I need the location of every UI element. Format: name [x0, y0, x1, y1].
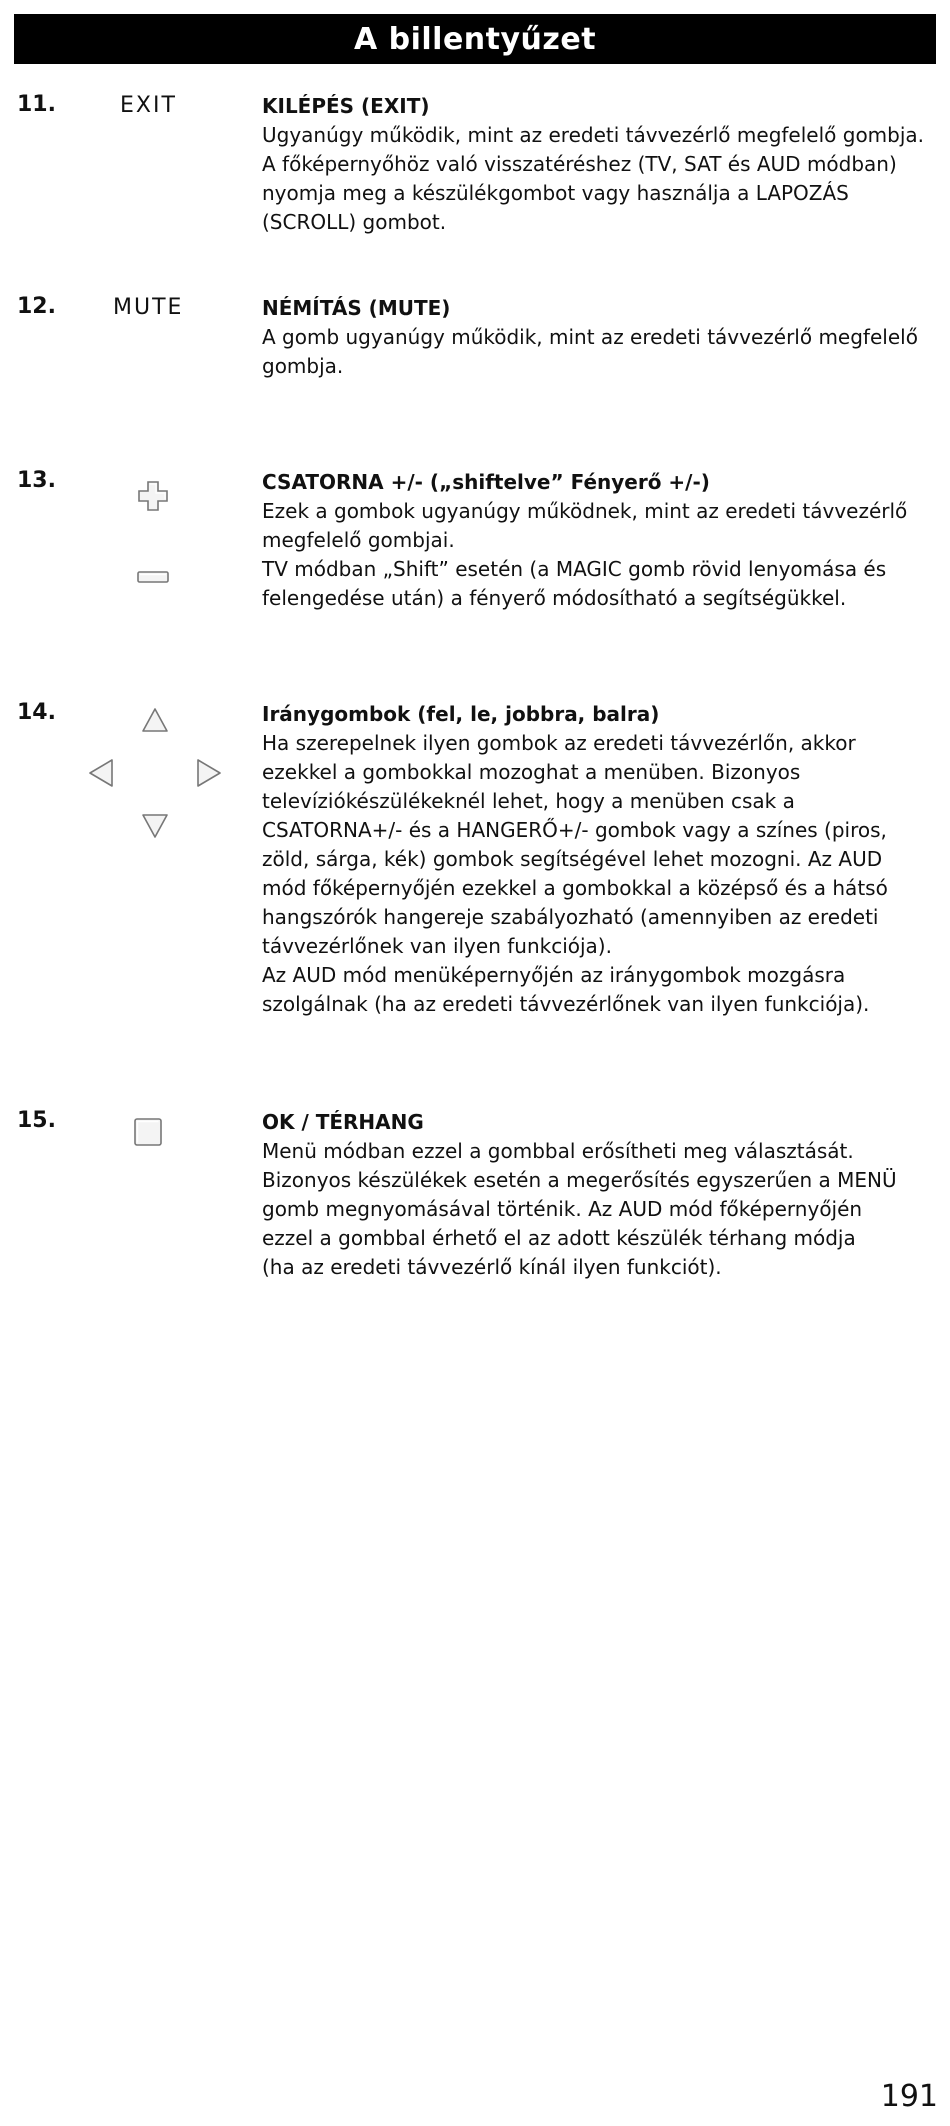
- text-line: hangszórók hangereje szabályozható (amennyiben az eredeti: [262, 905, 879, 929]
- title-bar: [14, 14, 936, 64]
- text-line: (SCROLL) gombot.: [262, 210, 447, 234]
- section-heading: KILÉPÉS (EXIT): [262, 94, 430, 118]
- section-number: 13.: [17, 468, 56, 493]
- section-number: 11.: [17, 92, 56, 117]
- text-line: zöld, sárga, kék) gombok segítségével lehet mozogni. Az AUD: [262, 847, 883, 871]
- text-line: TV módban „Shift” esetén (a MAGIC gomb rövid lenyomása és: [262, 557, 887, 581]
- section-heading: OK / TÉRHANG: [262, 1110, 424, 1134]
- text-line: gomb megnyomásával történik. Az AUD mód főképernyőjén: [262, 1197, 863, 1221]
- section-content: [262, 294, 942, 381]
- arrow-right-icon: [196, 758, 222, 788]
- text-line: (ha az eredeti távvezérlő kínál ilyen funkciót).: [262, 1255, 722, 1279]
- section-number: 12.: [17, 294, 56, 319]
- page-title: A billentyűzet: [353, 21, 597, 57]
- section-content: [262, 1108, 942, 1282]
- text-line: Menü módban ezzel a gombbal erősítheti meg választását.: [262, 1139, 854, 1163]
- text-line: A gomb ugyanúgy működik, mint az eredeti távvezérlő megfelelő: [262, 325, 918, 349]
- ok-button-icon: [133, 1117, 163, 1147]
- section-heading: CSATORNA +/- („shiftelve” Fényerő +/-): [262, 470, 710, 494]
- section-number: 14.: [17, 700, 56, 725]
- text-line: CSATORNA+/- és a HANGERŐ+/- gombok vagy a színes (piros,: [262, 818, 887, 842]
- text-line: szolgálnak (ha az eredeti távvezérlőnek van ilyen funkciója).: [262, 992, 870, 1016]
- mute-key-label: MUTE: [113, 295, 184, 320]
- arrow-left-icon: [88, 758, 114, 788]
- text-line: A főképernyőhöz való visszatéréshez (TV, SAT és AUD módban): [262, 152, 897, 176]
- text-line: felengedése után) a fényerő módosítható a segítségükkel.: [262, 586, 847, 610]
- text-line: Ezek a gombok ugyanúgy működnek, mint az eredeti távvezérlő: [262, 499, 908, 523]
- text-line: Ha szerepelnek ilyen gombok az eredeti távvezérlőn, akkor: [262, 731, 856, 755]
- page-number: 191: [880, 2079, 938, 2114]
- section-content: [262, 468, 942, 613]
- arrow-up-icon: [141, 707, 169, 733]
- section-heading: Iránygombok (fel, le, jobbra, balra): [262, 702, 660, 726]
- text-line: gombja.: [262, 354, 344, 378]
- text-line: ezzel a gombbal érhető el az adott készülék térhang módja: [262, 1226, 856, 1250]
- plus-button-icon: [136, 478, 172, 514]
- text-line: távvezérlőnek van ilyen funkciója).: [262, 934, 612, 958]
- text-line: ezekkel a gombokkal mozoghat a menüben. Bizonyos: [262, 760, 801, 784]
- section-number: 15.: [17, 1108, 56, 1133]
- exit-key-label: EXIT: [120, 93, 177, 118]
- text-line: nyomja meg a készülékgombot vagy használja a LAPOZÁS: [262, 181, 849, 205]
- text-line: Az AUD mód menüképernyőjén az iránygombok mozgásra: [262, 963, 846, 987]
- arrow-down-icon: [141, 813, 169, 839]
- text-line: mód főképernyőjén ezekkel a gombokkal a középső és a hátsó: [262, 876, 888, 900]
- text-line: megfelelő gombjai.: [262, 528, 455, 552]
- text-line: Bizonyos készülékek esetén a megerősítés egyszerűen a MENÜ: [262, 1168, 897, 1192]
- section-content: [262, 700, 942, 1019]
- minus-button-icon: [136, 570, 170, 584]
- text-line: televíziókészülékeknél lehet, hogy a menüben csak a: [262, 789, 795, 813]
- section-heading: NÉMÍTÁS (MUTE): [262, 296, 451, 320]
- section-content: [262, 92, 942, 237]
- text-line: Ugyanúgy működik, mint az eredeti távvezérlő megfelelő gombja.: [262, 123, 925, 147]
